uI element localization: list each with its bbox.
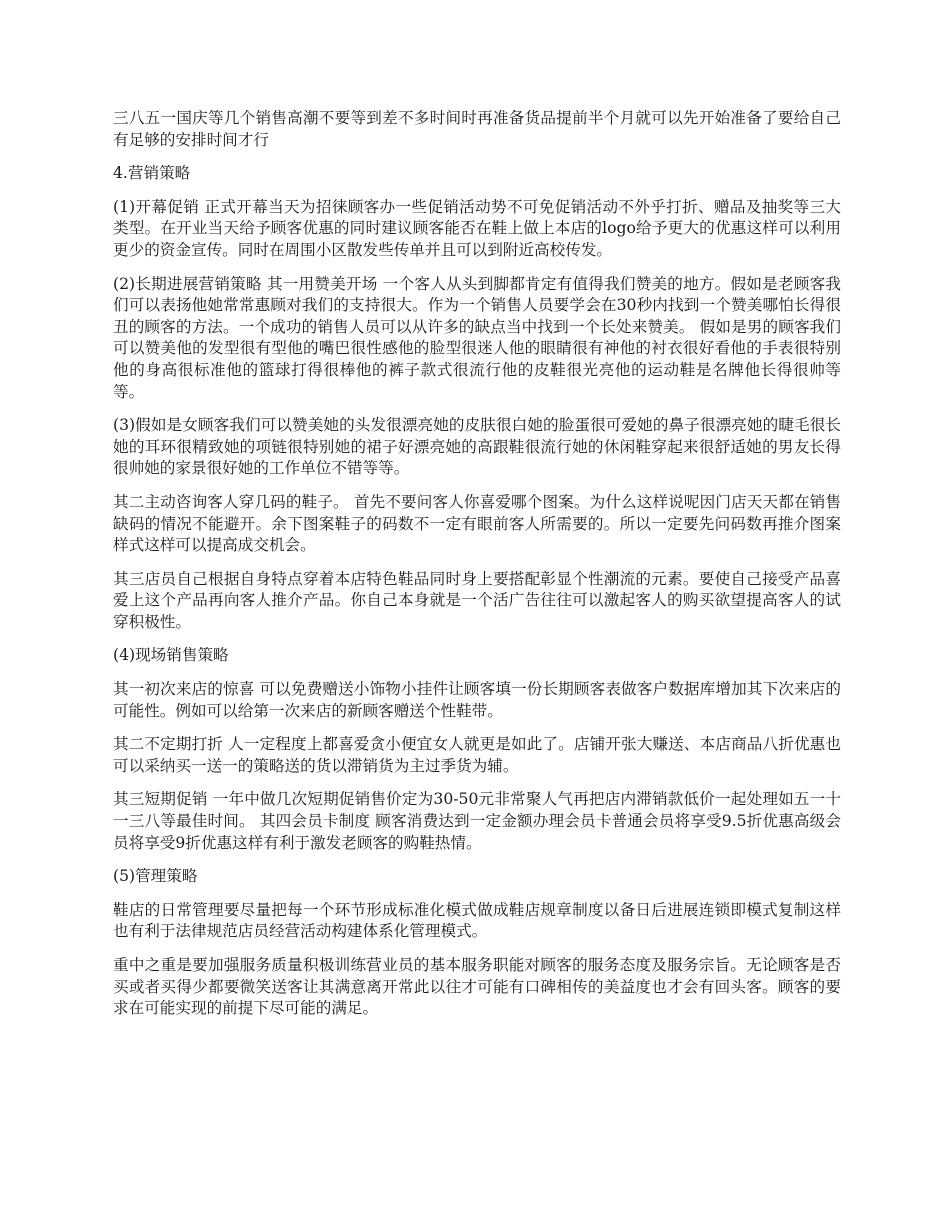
paragraph-ask-size: 其二主动咨询客人穿几码的鞋子。 首先不要问客人你喜爱哪个图案。为什么这样说呢因门店天天都在销售缺码的情况不能避开。余下图案鞋子的码数不一定有眼前客人所需要的。所以一定要先问码数再推介图案样式这样可以提高成交机会。 (113, 492, 841, 555)
paragraph-discounts: 其二不定期打折 人一定程度上都喜爱贪小便宜女人就更是如此了。店铺开张大赚送、本店商品八折优惠也可以采纳买一送一的策略送的货以滞销货为主过季货为辅。 (113, 735, 841, 775)
section-heading-management: (5)管理策略 (113, 867, 198, 886)
paragraph-daily-management: 鞋店的日常管理要尽量把每一个环节形成标准化模式做成鞋店规章制度以备日后进展连锁即模式复制这样也有利于法律规范店员经营活动构建体系化管理模式。 (113, 900, 841, 941)
paragraph-short-promotion: 其三短期促销 一年中做几次短期促销售价定为30-50元非常聚人气再把店内滞销款低价一起处理如五一十一三八等最佳时间。 其四会员卡制度 顾客消费达到一定金额办理会员卡普通会员将享受9.5折优惠高级会员将享受9折优惠这样有利于激发老顾客的购鞋热情。 (113, 790, 841, 852)
paragraph-service-quality: 重中之重是要加强服务质量积极训练营业员的基本服务职能对顾客的服务态度及服务宗旨。无论顾客是否买或者买得少都要微笑送客让其满意离开常此以往才可能有口碑相传的美益度也才会有回头客。顾客的要求在可能实现的前提下尽可能的满足。 (113, 956, 841, 1018)
document-body (113, 108, 841, 1032)
section-heading-marketing: 4.营销策略 (113, 164, 191, 183)
paragraph-first-visit: 其一初次来店的惊喜 可以免费赠送小饰物小挂件让顾客填一份长期顾客表做客户数据库增加其下次来店的可能性。例如可以给第一次来店的新顾客赠送个性鞋带。 (113, 680, 841, 720)
section-heading-onsite-sales: (4)现场销售策略 (113, 646, 229, 665)
paragraph-intro: 三八五一国庆等几个销售高潮不要等到差不多时间时再准备货品提前半个月就可以先开始准备了要给自己有足够的安排时间才行 (113, 109, 841, 149)
paragraph-opening-promotion: (1)开幕促销 正式开幕当天为招徕顾客办一些促销活动势不可免促销活动不外乎打折、赠品及抽奖等三大类型。在开业当天给予顾客优惠的同时建议顾客能否在鞋上做上本店的logo给予更大的优惠这样可以利用更少的资金宣传。同时在周围小区散发些传单并且可以到附近高校传发。 (113, 197, 841, 259)
paragraph-long-term-strategy: (2)长期进展营销策略 其一用赞美开场 一个客人从头到脚都肯定有值得我们赞美的地方。假如是老顾客我们可以表扬他她常常惠顾对我们的支持很大。作为一个销售人员要学会在30秒内找到一个赞美哪怕长得很丑的顾客的方法。一个成功的销售人员可以从许多的缺点当中找到一个长处来赞美。 假如是男的顾客我们可以赞美他的发型很有型他的嘴巴很性感他的脸型很迷人他的眼睛很有神他的衬衣很好看他的手表很特别他的身高很标准他的篮球打得很棒他的裤子款式很流行他的皮鞋很光亮他的运动鞋是名牌他长得很帅等等。 (113, 274, 841, 401)
paragraph-female-customers: (3)假如是女顾客我们可以赞美她的头发很漂亮她的皮肤很白她的脸蛋很可爱她的鼻子很漂亮她的睫毛很长她的耳环很精致她的项链很特别她的裙子好漂亮她的高跟鞋很流行她的休闲鞋穿起来很舒适她的男友长得很帅她的家景很好她的工作单位不错等等。 (113, 416, 841, 478)
paragraph-staff-wear: 其三店员自己根据自身特点穿着本店特色鞋品同时身上要搭配彰显个性潮流的元素。要使自己接受产品喜爱上这个产品再向客人推介产品。你自己本身就是一个活广告往往可以激起客人的购买欲望提高客人的试穿积极性。 (113, 569, 841, 631)
